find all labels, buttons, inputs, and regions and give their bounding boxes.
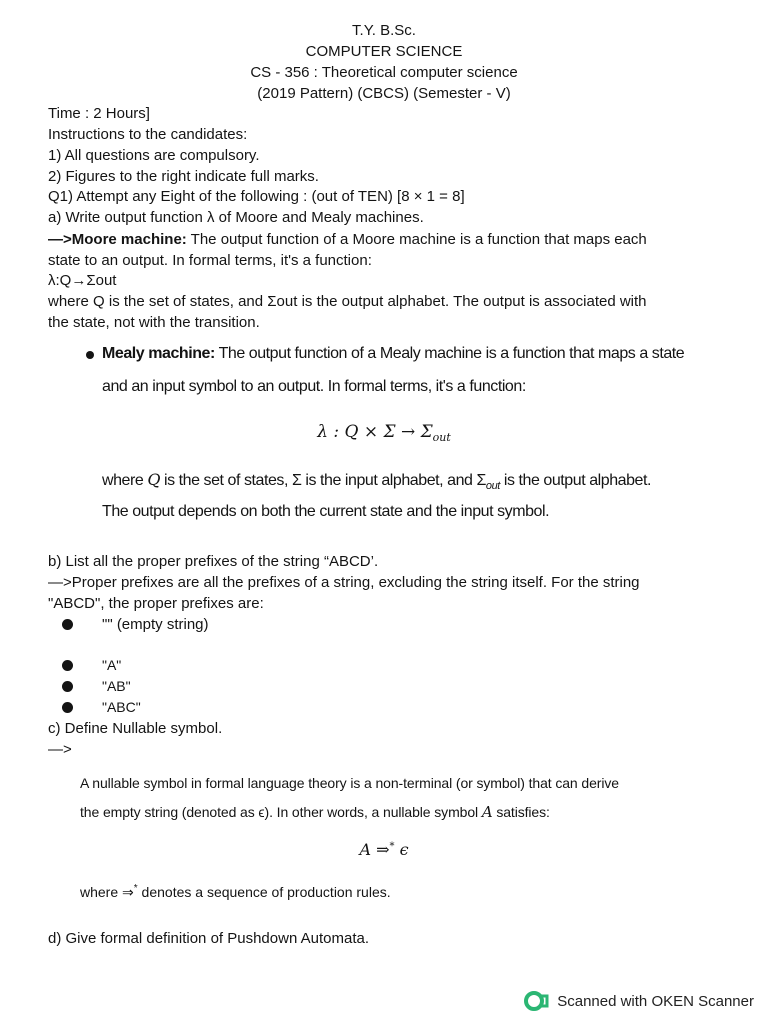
question-c: c) Define Nullable symbol. <box>48 720 223 737</box>
q1-heading: Q1) Attempt any Eight of the following : (out of TEN) [8 × 1 = 8] <box>48 188 465 205</box>
mealy-where-sub: out <box>485 480 500 492</box>
nullable-symbol-a: A <box>481 803 493 821</box>
mealy-where-a: where <box>102 472 148 489</box>
prefix-item-4: "ABC" <box>102 699 141 715</box>
prefix-answer-2: "ABCD", the proper prefixes are: <box>48 595 264 612</box>
mealy-where-c: is the output alphabet. <box>499 472 651 489</box>
prefix-bullet-1 <box>62 619 73 630</box>
prefix-bullet-3 <box>62 681 73 692</box>
nullable-text-2a: the empty string (denoted as ϵ). In other words, a nullable symbol <box>80 804 482 820</box>
mealy-where-b: is the set of states, Σ is the input alphabet, and Σ <box>160 472 486 489</box>
nullable-text-2 <box>80 803 550 821</box>
prefix-item-3: "AB" <box>102 678 131 694</box>
prefix-bullet-4 <box>62 702 73 713</box>
header-course: T.Y. B.Sc. <box>352 22 416 39</box>
question-b: b) List all the proper prefixes of the string “ABCD’. <box>48 553 379 570</box>
instruction-2: 2) Figures to the right indicate full marks. <box>48 168 319 185</box>
mealy-formula-main: λ : Q × Σ → Σ <box>317 422 433 442</box>
moore-line-1 <box>48 230 647 249</box>
nullable-formula-b: ϵ <box>394 840 409 859</box>
moore-where-2: the state, not with the transition. <box>48 314 260 331</box>
nullable-text-2c: satisfies: <box>492 804 550 820</box>
moore-text-1: The output function of a Moore machine is a function that maps each <box>186 231 647 248</box>
instruction-1: 1) All questions are compulsory. <box>48 147 260 164</box>
mealy-formula <box>0 422 768 444</box>
nullable-where-sup: * <box>133 883 138 894</box>
prefix-answer-1: —>Proper prefixes are all the prefixes of a string, excluding the string itself. For the string <box>48 574 640 591</box>
nullable-formula <box>0 840 768 859</box>
mealy-bullet <box>86 351 94 359</box>
nullable-formula-sup: * <box>389 841 395 852</box>
question-d: d) Give formal definition of Pushdown Automata. <box>48 930 370 947</box>
scanner-text: Scanned with OKEN Scanner <box>557 992 754 1010</box>
question-a: a) Write output function λ of Moore and Mealy machines. <box>48 209 424 226</box>
prefix-item-2: "A" <box>102 657 122 673</box>
nullable-where-a: where ⇒ <box>80 884 134 900</box>
moore-formula: λ:Q→Σout <box>48 272 117 289</box>
time-label: Time : 2 Hours] <box>48 105 150 122</box>
header-subject: COMPUTER SCIENCE <box>305 43 463 60</box>
mealy-where <box>102 470 651 492</box>
header-paper: CS - 356 : Theoretical computer science <box>250 64 518 81</box>
mealy-formula-sub: out <box>432 431 451 444</box>
mealy-line-1 <box>102 345 684 363</box>
moore-where-1: where Q is the set of states, and Σout is the output alphabet. The output is associated with <box>48 293 647 310</box>
nullable-where <box>80 883 391 901</box>
header-pattern: (2019 Pattern) (CBCS) (Semester - V) <box>257 85 511 102</box>
moore-label: —>Moore machine: <box>48 231 187 248</box>
nullable-text-1: A nullable symbol in formal language theory is a non-terminal (or symbol) that can derive <box>80 775 619 791</box>
mealy-dependency: The output depends on both the current state and the input symbol. <box>102 503 550 520</box>
moore-line-2: state to an output. In formal terms, it's a function: <box>48 252 372 269</box>
scanner-logo-icon <box>523 990 549 1012</box>
mealy-label: Mealy machine: <box>102 345 215 362</box>
mealy-text-1: The output function of a Mealy machine is a function that maps a state <box>214 345 685 362</box>
prefix-item-1: "" (empty string) <box>102 616 209 633</box>
nullable-where-b: denotes a sequence of production rules. <box>137 884 391 900</box>
scanner-watermark <box>523 990 754 1012</box>
mealy-where-q: Q <box>147 470 160 489</box>
nullable-formula-a: A ⇒ <box>359 840 390 859</box>
mealy-line-2: and an input symbol to an output. In formal terms, it's a function: <box>102 378 526 395</box>
prefix-bullet-2 <box>62 660 73 671</box>
instructions-heading: Instructions to the candidates: <box>48 126 248 143</box>
question-c-arrow: —> <box>48 741 72 758</box>
